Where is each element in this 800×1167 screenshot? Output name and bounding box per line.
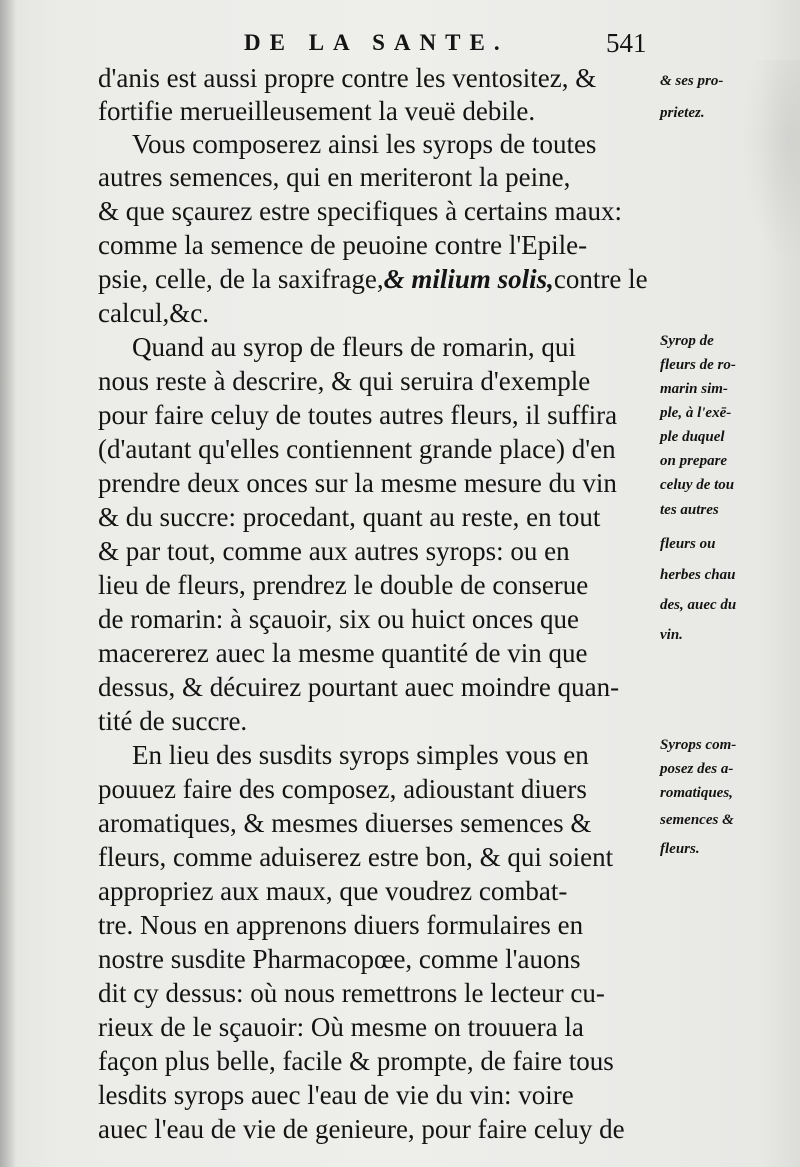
margin-note: Syrop de [660,333,714,349]
body-line: Quand au syrop de fleurs de romarin, qui [132,332,576,362]
page-gutter-shadow [0,0,16,1167]
body-line: pour faire celuy de toutes autres fleurs, il suffira [98,400,618,430]
page-number: 541 [606,28,647,58]
margin-note: posez des a- [660,761,734,777]
margin-note: semences & [660,812,734,828]
body-line: nous reste à descrire, & qui seruira d'exemple [98,366,591,396]
running-head: DE LA SANTE. [244,30,509,55]
body-line: macererez auec la mesme quantité de vin que [98,638,588,668]
body-line: & du succre: procedant, quant au reste, en tout [98,502,601,532]
margin-note: tes autres [660,502,719,518]
body-line: fortifie merueilleusement la veuë debile. [98,96,536,126]
margin-note: fleurs. [660,841,700,857]
body-line: façon plus belle, facile & prompte, de faire tous [98,1046,614,1076]
body-line: tité de succre. [98,706,248,736]
body-line: rieux de le sçauoir: Où mesme on trouuera la [98,1012,584,1042]
margin-note: herbes chau [660,567,736,583]
margin-note: on prepare [660,453,728,469]
margin-note: ple duquel [660,429,725,445]
margin-note: fleurs ou [660,536,716,552]
body-line: & par tout, comme aux autres syrops: ou en [98,536,570,566]
margin-note: ple, à l'exē- [660,405,732,421]
body-line-part: psie, celle, de la saxifrage, [98,264,384,294]
body-line: lieu de fleurs, prendrez le double de conserue [98,570,589,600]
margin-note: & ses pro- [660,73,724,89]
body-line: aromatiques, & mesmes diuerses semences & [98,808,592,838]
body-line: En lieu des susdits syrops simples vous en [132,740,589,770]
body-line: nostre susdite Pharmacopœe, comme l'auons [98,944,581,974]
body-line: pouuez faire des composez, adioustant diuers [98,774,587,804]
body-line: de romarin: à sçauoir, six ou huict onces que [98,604,580,634]
margin-note: Syrops com- [660,737,737,753]
body-line: dessus, & décuirez pourtant auec moindre quan- [98,672,620,702]
margin-note: prietez. [660,105,705,121]
body-line: appropriez aux maux, que voudrez combat- [98,876,568,906]
body-line-part: contre le [553,264,648,294]
body-line: Vous composerez ainsi les syrops de toutes [132,129,597,159]
body-line: autres semences, qui en meriteront la peine, [98,162,571,192]
italic-phrase: & milium solis, [383,264,554,294]
margin-note: marin sim- [660,381,728,397]
margin-note: des, auec du [660,597,737,613]
margin-note: fleurs de ro- [660,357,736,373]
body-line: prendre deux onces sur la mesme mesure du vin [98,468,617,498]
body-line-with-italic [98,266,648,293]
body-line: tre. Nous en apprenons diuers formulaires en [98,910,584,940]
margin-note: romatiques, [660,785,733,801]
margin-note: vin. [660,627,683,643]
body-line: calcul,&c. [98,298,209,328]
show-through-stain [740,60,800,260]
body-line: & que sçaurez estre specifiques à certains maux: [98,196,623,226]
body-line: lesdits syrops auec l'eau de vie du vin: voire [98,1080,574,1110]
body-line: fleurs, comme aduiserez estre bon, & qui soient [98,842,614,872]
body-line: comme la semence de peuoine contre l'Epile- [98,230,588,260]
body-line: d'anis est aussi propre contre les ventositez, & [98,63,597,93]
body-line: (d'autant qu'elles contiennent grande place) d'en [98,434,616,464]
margin-note: celuy de tou [660,477,735,493]
body-line: auec l'eau de vie de genieure, pour faire celuy de [98,1114,625,1144]
body-line: dit cy dessus: où nous remettrons le lecteur cu- [98,978,605,1008]
